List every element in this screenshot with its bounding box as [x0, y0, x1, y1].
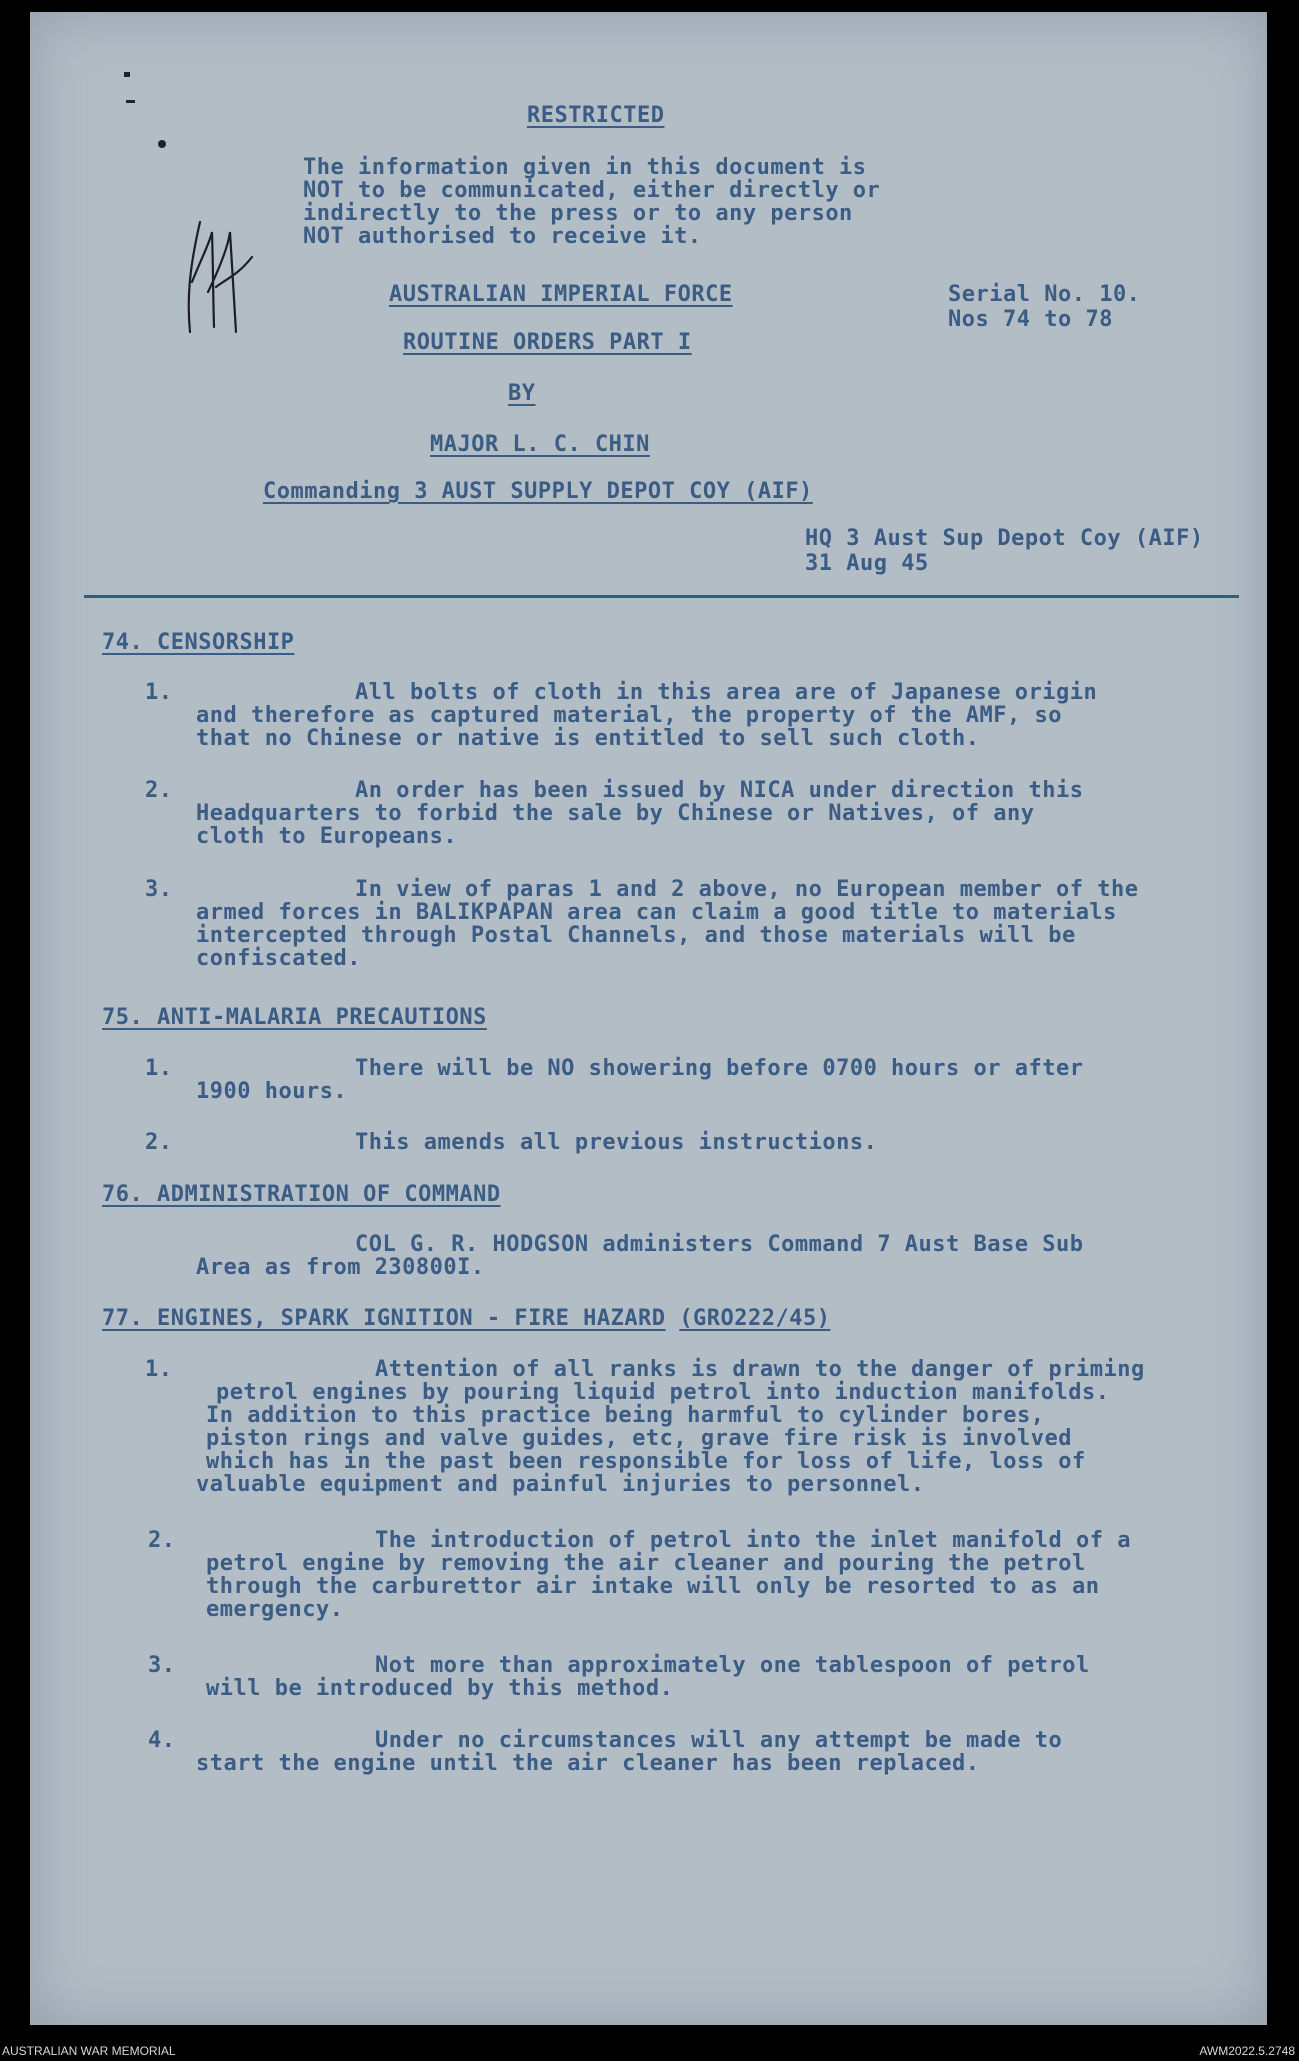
para-line: There will be NO showering before 0700 hours or after	[355, 1056, 1084, 1081]
order-75-heading: 75. ANTI-MALARIA PRECAUTIONS	[102, 1005, 487, 1030]
order-77-reference: (GRO222/45)	[679, 1306, 831, 1331]
para-line: valuable equipment and painful injuries to personnel.	[196, 1472, 925, 1497]
para-line: This amends all previous instructions.	[355, 1130, 878, 1155]
order-numbers: Nos 74 to 78	[948, 307, 1113, 332]
header-divider	[84, 595, 1239, 598]
para-line: Attention of all ranks is drawn to the danger of priming	[375, 1357, 1145, 1382]
commanding-line: Commanding 3 AUST SUPPLY DEPOT COY (AIF)	[263, 479, 813, 504]
by-line: BY	[508, 381, 536, 406]
officer-name: MAJOR L. C. CHIN	[430, 432, 650, 457]
para-line: COL G. R. HODGSON administers Command 7 Aust Base Sub	[355, 1232, 1084, 1257]
para-line: petrol engines by pouring liquid petrol into induction manifolds.	[216, 1380, 1110, 1405]
para-number: 3.	[148, 1653, 176, 1678]
para-line: All bolts of cloth in this area are of Japanese origin	[355, 680, 1098, 705]
para-line: will be introduced by this method.	[206, 1676, 674, 1701]
para-line: petrol engine by removing the air cleaner and pouring the petrol	[206, 1551, 1086, 1576]
para-line: confiscated.	[196, 946, 361, 971]
para-number: 1.	[145, 1056, 173, 1081]
para-line: Headquarters to forbid the sale by Chinese or Natives, of any	[196, 801, 1035, 826]
margin-mark	[124, 72, 130, 77]
hq-line: HQ 3 Aust Sup Depot Coy (AIF)	[805, 526, 1204, 551]
footer-institution: AUSTRALIAN WAR MEMORIAL	[2, 2044, 176, 2058]
order-77-heading-row	[102, 1308, 831, 1330]
para-number: 2.	[145, 778, 173, 803]
notice-line-3: indirectly to the press or to any person	[303, 201, 853, 226]
para-line: piston rings and valve guides, etc, grave fire risk is involved	[206, 1426, 1072, 1451]
para-line: Under no circumstances will any attempt be made to	[375, 1728, 1063, 1753]
order-74-heading: 74. CENSORSHIP	[102, 630, 295, 655]
para-number: 1.	[145, 680, 173, 705]
notice-line-1: The information given in this document is	[303, 155, 867, 180]
margin-mark	[158, 140, 166, 148]
document-title: AUSTRALIAN IMPERIAL FORCE	[389, 282, 733, 307]
para-line: Area as from 230800I.	[196, 1255, 485, 1280]
para-line: and therefore as captured material, the property of the AMF, so	[196, 703, 1062, 728]
para-line: 1900 hours.	[196, 1079, 348, 1104]
para-line: cloth to Europeans.	[196, 824, 458, 849]
para-number: 2.	[148, 1528, 176, 1553]
notice-line-2: NOT to be communicated, either directly or	[303, 178, 881, 203]
para-number: 1.	[145, 1357, 173, 1382]
para-number: 2.	[145, 1130, 173, 1155]
date-line: 31 Aug 45	[805, 551, 929, 576]
para-line: In addition to this practice being harmful to cylinder bores,	[206, 1403, 1045, 1428]
para-line: emergency.	[206, 1597, 344, 1622]
para-line: which has in the past been responsible for loss of life, loss of	[206, 1449, 1086, 1474]
classification-heading: RESTRICTED	[527, 103, 665, 128]
para-line: In view of paras 1 and 2 above, no European member of the	[355, 877, 1139, 902]
notice-line-4: NOT authorised to receive it.	[303, 224, 702, 249]
margin-mark	[126, 100, 135, 103]
para-line: armed forces in BALIKPAPAN area can claim a good title to materials	[196, 900, 1117, 925]
para-line: that no Chinese or native is entitled to sell such cloth.	[196, 726, 980, 751]
para-number: 4.	[148, 1728, 176, 1753]
para-line: through the carburettor air intake will only be resorted to as an	[206, 1574, 1100, 1599]
order-77-heading: 77. ENGINES, SPARK IGNITION - FIRE HAZARD	[102, 1306, 666, 1331]
footer-accession-number: AWM2022.5.2748	[1199, 2044, 1295, 2058]
para-line: start the engine until the air cleaner has been replaced.	[196, 1751, 980, 1776]
para-line: intercepted through Postal Channels, and those materials will be	[196, 923, 1076, 948]
para-line: An order has been issued by NICA under direction this	[355, 778, 1084, 803]
para-line: The introduction of petrol into the inlet manifold of a	[375, 1528, 1131, 1553]
serial-number: Serial No. 10.	[948, 282, 1141, 307]
document-subtitle: ROUTINE ORDERS PART I	[403, 330, 692, 355]
document-page	[30, 12, 1267, 2025]
handwritten-initials	[180, 217, 260, 342]
order-76-heading: 76. ADMINISTRATION OF COMMAND	[102, 1182, 501, 1207]
para-line: Not more than approximately one tablespoon of petrol	[375, 1653, 1090, 1678]
para-number: 3.	[145, 877, 173, 902]
